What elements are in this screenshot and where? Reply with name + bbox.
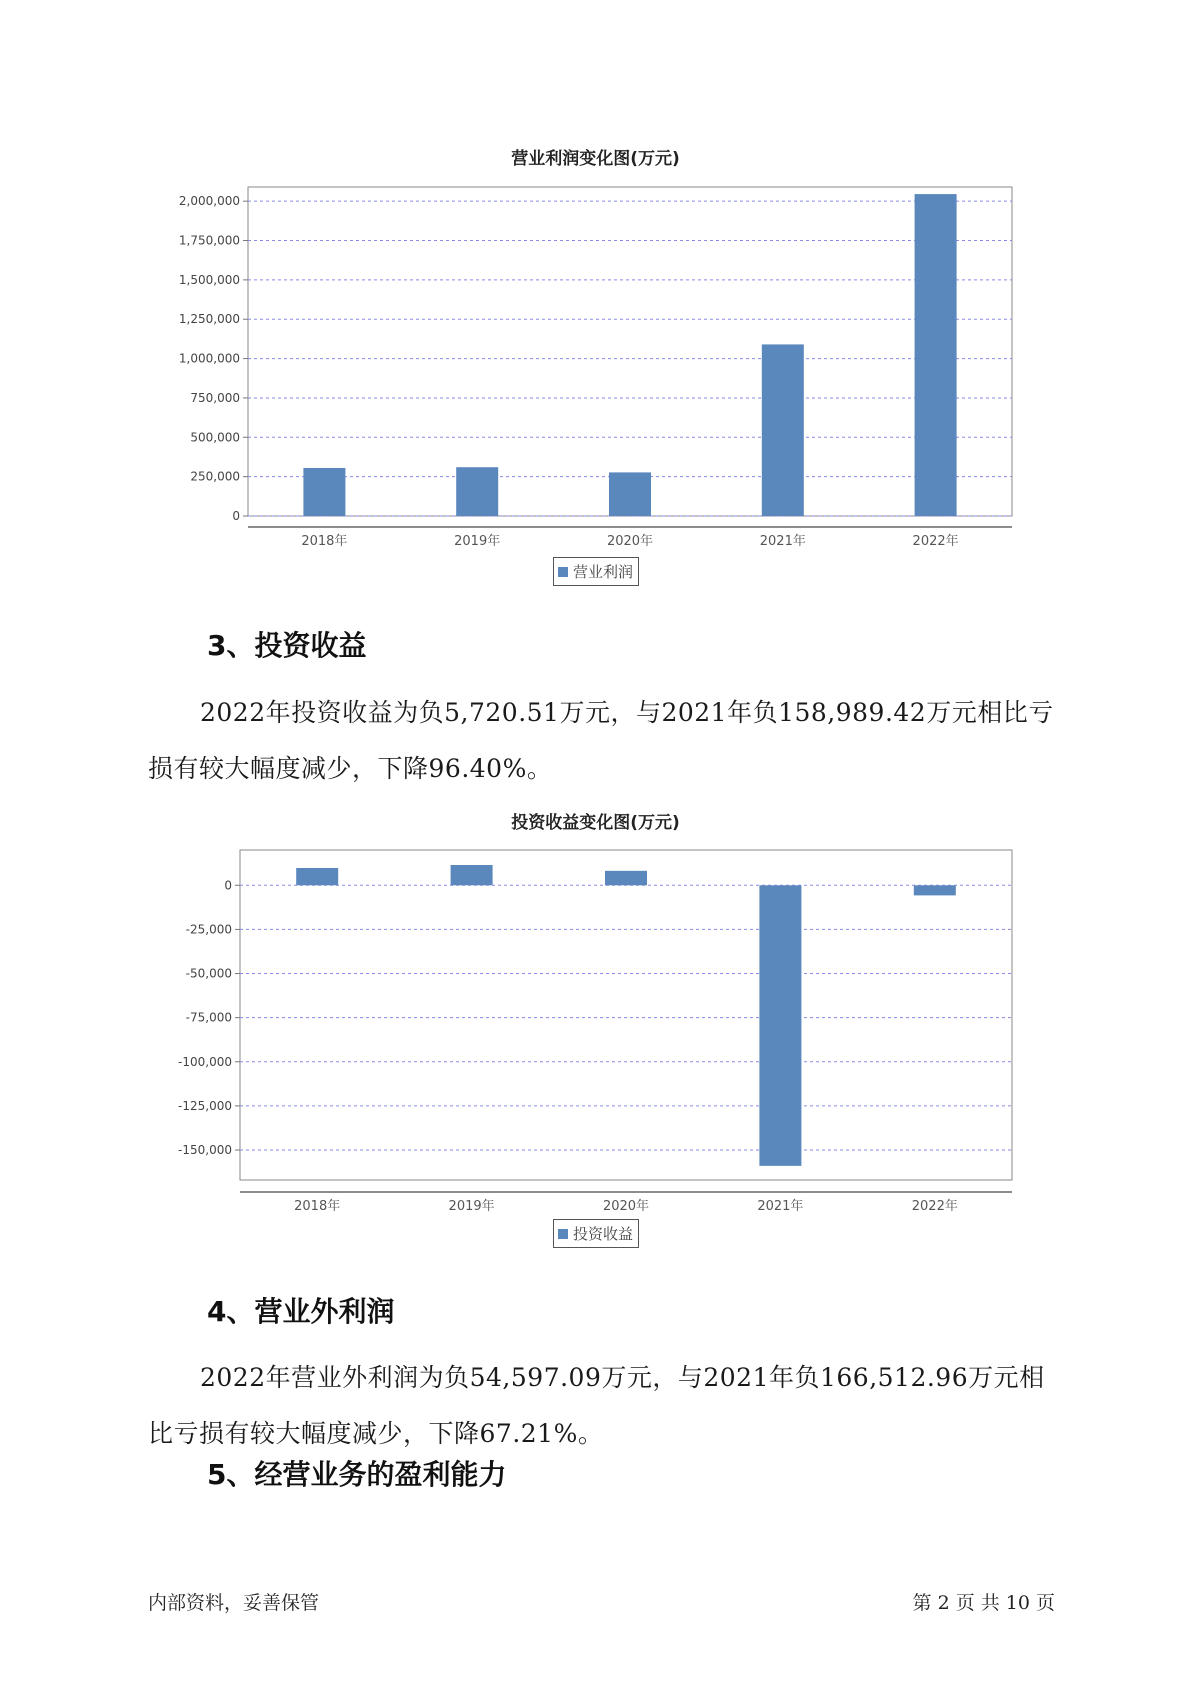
y-tick-label: -75,000 <box>185 1010 232 1025</box>
y-tick-label: 1,000,000 <box>178 351 240 366</box>
bar-2021年 <box>759 885 801 1166</box>
x-tick-label: 2018年 <box>301 534 348 549</box>
x-tick-label: 2020年 <box>602 1199 650 1214</box>
y-tick-label: 750,000 <box>190 390 240 405</box>
section-heading-operating-profitability: 5、经营业务的盈利能力 <box>207 1458 507 1491</box>
y-tick-label: 1,500,000 <box>178 272 240 287</box>
y-tick-label: -125,000 <box>178 1098 232 1113</box>
x-tick-label: 2018年 <box>294 1199 341 1214</box>
bar-2018年 <box>296 868 338 885</box>
plot-area <box>240 850 1012 1180</box>
y-tick-label: 0 <box>224 878 232 893</box>
chart-title-operating-profit: 营业利润变化图(万元) <box>511 149 680 169</box>
y-tick-label: -50,000 <box>185 966 232 981</box>
y-tick-label: 0 <box>232 509 240 523</box>
y-tick-label: 1,250,000 <box>178 312 240 327</box>
x-tick-label: 2021年 <box>757 1199 804 1214</box>
y-tick-label: -100,000 <box>178 1054 232 1069</box>
section-heading-investment-income: 3、投资收益 <box>207 629 367 662</box>
y-tick-label: -25,000 <box>185 922 232 937</box>
y-tick-label: 500,000 <box>190 430 240 445</box>
bar-2019年 <box>451 865 493 885</box>
footer-confidential-note: 内部资料，妥善保管 <box>148 1592 320 1614</box>
x-tick-label: 2022年 <box>911 1199 958 1214</box>
x-tick-label: 2020年 <box>606 534 654 549</box>
legend-swatch <box>558 1229 568 1239</box>
legend-label: 投资收益 <box>573 1225 634 1243</box>
bar-2022年 <box>914 885 956 895</box>
legend-label: 营业利润 <box>573 563 634 581</box>
y-tick-label: -150,000 <box>178 1143 232 1157</box>
x-tick-label: 2019年 <box>448 1199 495 1214</box>
legend-investment-income <box>553 1219 639 1248</box>
y-tick-label: 1,750,000 <box>178 233 240 248</box>
bar-2020年 <box>605 871 647 885</box>
x-tick-label: 2021年 <box>759 534 806 549</box>
x-tick-label: 2019年 <box>454 534 501 549</box>
x-tick-label: 2022年 <box>912 534 959 549</box>
footer-page-number: 第 2 页 共 10 页 <box>912 1592 1055 1614</box>
section-paragraph-non-operating-profit: 2022年营业外利润为负54,597.09万元，与2021年负166,512.96万元相比亏损有较大幅度减少，下降67.21%。 <box>148 1363 1045 1448</box>
y-tick-label: 2,000,000 <box>178 194 240 209</box>
section-paragraph-investment-income: 2022年投资收益为负5,720.51万元，与2021年负158,989.42万元相比亏损有较大幅度减少，下降96.40%。 <box>148 698 1054 783</box>
section-heading-non-operating-profit: 4、营业外利润 <box>207 1295 395 1328</box>
chart-title-investment-income: 投资收益变化图(万元) <box>511 813 680 833</box>
y-tick-label: 250,000 <box>190 469 240 484</box>
